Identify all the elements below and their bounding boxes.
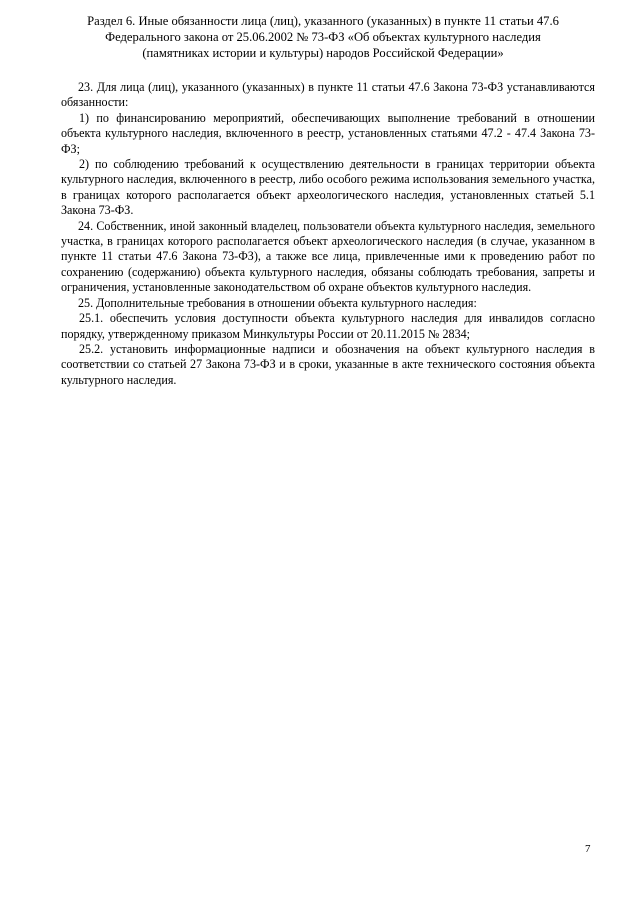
document-body (61, 80, 595, 388)
heading-line-3: (памятниках истории и культуры) народов Российской Федерации» (142, 46, 504, 60)
paragraph-24: 24. Собственник, иной законный владелец, пользователи объекта культурного наследия, земельного участка, в границах которого располагается объект археологического наследия (в случае, указанном в пункте 11 статьи 47.6 Закона 73-ФЗ), а также все лица, привлеченные ими к проведению работ по сохранению (содержанию) объекта культурного наследия, обязаны соблюдать требования, запреты и ограничения, установленные законодательством об охране объектов культурного наследия. (61, 218, 595, 295)
paragraph-23: 23. Для лица (лиц), указанного (указанных) в пункте 11 статьи 47.6 Закона 73-ФЗ устанавливаются обязанности: (61, 80, 595, 110)
section-heading (50, 13, 596, 61)
paragraph-25-2: 25.2. установить информационные надписи и обозначения на объект культурного наследия в соответствии со статьей 27 Закона 73-ФЗ и в сроки, указанные в акте технического состояния объекта культурного наследия. (61, 341, 595, 387)
paragraph-23-item-1: 1) по финансированию мероприятий, обеспечивающих выполнение требований в отношении объекта культурного наследия, включенного в реестр, установленных статьями 47.2 - 47.4 Закона 73-ФЗ; (61, 110, 595, 156)
heading-line-2: Федерального закона от 25.06.2002 № 73-ФЗ «Об объектах культурного наследия (105, 30, 541, 44)
paragraph-25-1: 25.1. обеспечить условия доступности объекта культурного наследия для инвалидов согласно порядку, утвержденному приказом Минкультуры России от 20.11.2015 № 2834; (61, 311, 595, 341)
heading-line-1: Раздел 6. Иные обязанности лица (лиц), указанного (указанных) в пункте 11 статьи 47.6 (87, 14, 559, 28)
paragraph-23-item-2: 2) по соблюдению требований к осуществлению деятельности в границах территории объекта культурного наследия, включенного в реестр, либо особого режима использования земельного участка, в границах которого располагается объект археологического наследия, установленных статьей 5.1 Закона 73-ФЗ. (61, 157, 595, 218)
page-number: 7 (585, 843, 591, 855)
paragraph-25: 25. Дополнительные требования в отношении объекта культурного наследия: (78, 295, 477, 310)
